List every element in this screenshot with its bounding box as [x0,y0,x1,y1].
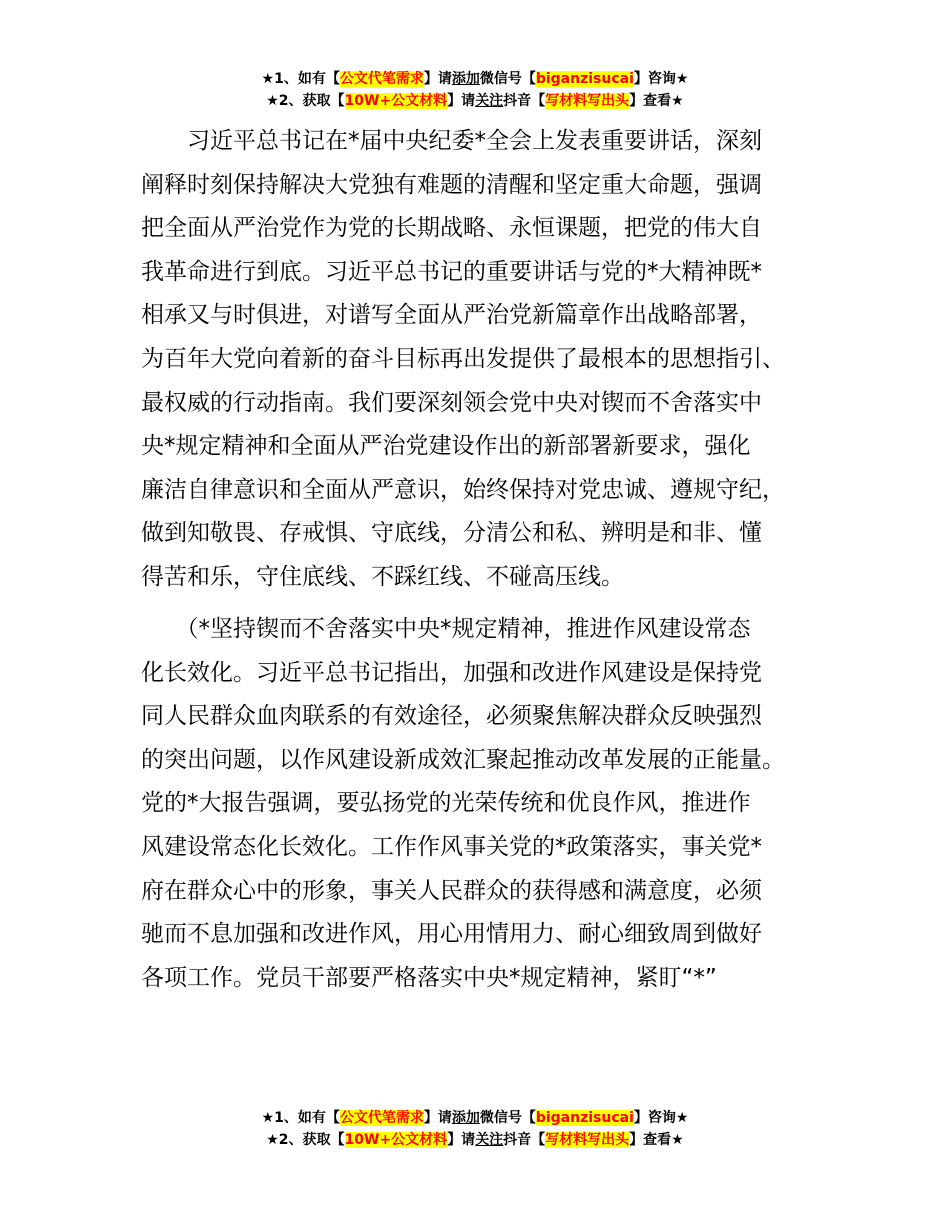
banner-text: ★1、如有【 [261,71,340,87]
douyin-account: 写材料写出头 [545,1132,630,1148]
banner-text: 】请 [447,93,476,109]
text-line: 的突出问题，以作风建设新成效汇聚起推动改革发展的正能量。 [141,746,785,773]
banner-text: 微信号【 [479,71,536,87]
highlight-materials: 10W+公文材料 [344,1132,448,1148]
banner-text: 微信号【 [479,1110,536,1126]
banner-text: ★1、如有【 [261,1110,340,1126]
banner-text: 抖音【 [503,93,546,109]
banner-text: ★2、获取【 [266,93,345,109]
banner-line-1 [0,1108,950,1130]
douyin-account: 写材料写出头 [545,93,630,109]
text-line: 府在群众心中的形象，事关人民群众的获得感和满意度，必须 [141,877,762,904]
underlined-text: 添加 [451,71,480,87]
wechat-id: biganzisucai [535,71,634,87]
text-line: 最权威的行动指南。我们要深刻领会党中央对锲而不舍落实中 [141,389,762,416]
text-line: 党的*大报告强调，要弘扬党的光荣传统和优良作风，推进作 [141,790,751,817]
text-line: 为百年大党向着新的奋斗目标再出发提供了最根本的思想指引、 [141,345,785,372]
text-line: 习近平总书记在*届中央纪委*全会上发表重要讲话，深刻 [141,128,762,154]
highlight-ghostwriting: 公文代笔需求 [339,71,424,87]
banner-text: 】咨询★ [633,1110,689,1126]
banner-text: 】咨询★ [633,71,689,87]
header-banner [0,69,950,113]
text-line: 驰而不息加强和改进作风，用心用情用力、耐心细致周到做好 [141,921,762,948]
text-line: 做到知敬畏、存戒惧、守底线，分清公和私、辨明是和非、懂 [141,520,762,547]
underlined-text: 关注 [475,93,504,109]
underlined-text: 关注 [475,1132,504,1148]
text-line: 相承又与时俱进，对谱写全面从严治党新篇章作出战略部署， [141,302,762,329]
banner-text: 】查看★ [629,93,684,109]
banner-text: 】请 [423,1110,452,1126]
banner-text: 抖音【 [503,1132,546,1148]
banner-text: 】请 [423,71,452,87]
banner-text: 】请 [447,1132,476,1148]
wechat-id: biganzisucai [535,1110,634,1126]
highlight-ghostwriting: 公文代笔需求 [339,1110,424,1126]
text-line: 得苦和乐，守住底线、不踩红线、不碰高压线。 [141,563,624,590]
text-line: 我革命进行到底。习近平总书记的重要讲话与党的*大精神既* [141,258,762,285]
text-line: 各项工作。党员干部要严格落实中央*规定精神，紧盯“*” [141,964,717,991]
text-line: 廉洁自律意识和全面从严意识，始终保持对党忠诚、遵规守纪， [141,476,785,503]
banner-text: ★2、获取【 [266,1132,345,1148]
text-line: 化长效化。习近平总书记指出，加强和改进作风建设是保持党 [141,659,762,686]
banner-text: 】查看★ [629,1132,684,1148]
banner-line-1 [0,69,950,91]
text-line: 把全面从严治党作为党的长期战略、永恒课题，把党的伟大自 [141,215,762,242]
footer-banner [0,1108,950,1152]
highlight-materials: 10W+公文材料 [344,93,448,109]
underlined-text: 添加 [451,1110,480,1126]
banner-line-2 [0,1130,950,1152]
text-line: 阐释时刻保持解决大党独有难题的清醒和坚定重大命题，强调 [141,171,762,198]
text-line: 同人民群众血肉联系的有效途径，必须聚焦解决群众反映强烈 [141,703,762,730]
paragraph-2 [141,608,831,1000]
paragraph-1 [141,120,831,600]
banner-line-2 [0,91,950,113]
text-line: （*坚持锲而不舍落实中央*规定精神，推进作风建设常态 [141,616,751,642]
text-line: 央*规定精神和全面从严治党建设作出的新部署新要求，强化 [141,433,751,460]
text-line: 风建设常态化长效化。工作作风事关党的*政策落实，事关党* [141,833,762,860]
